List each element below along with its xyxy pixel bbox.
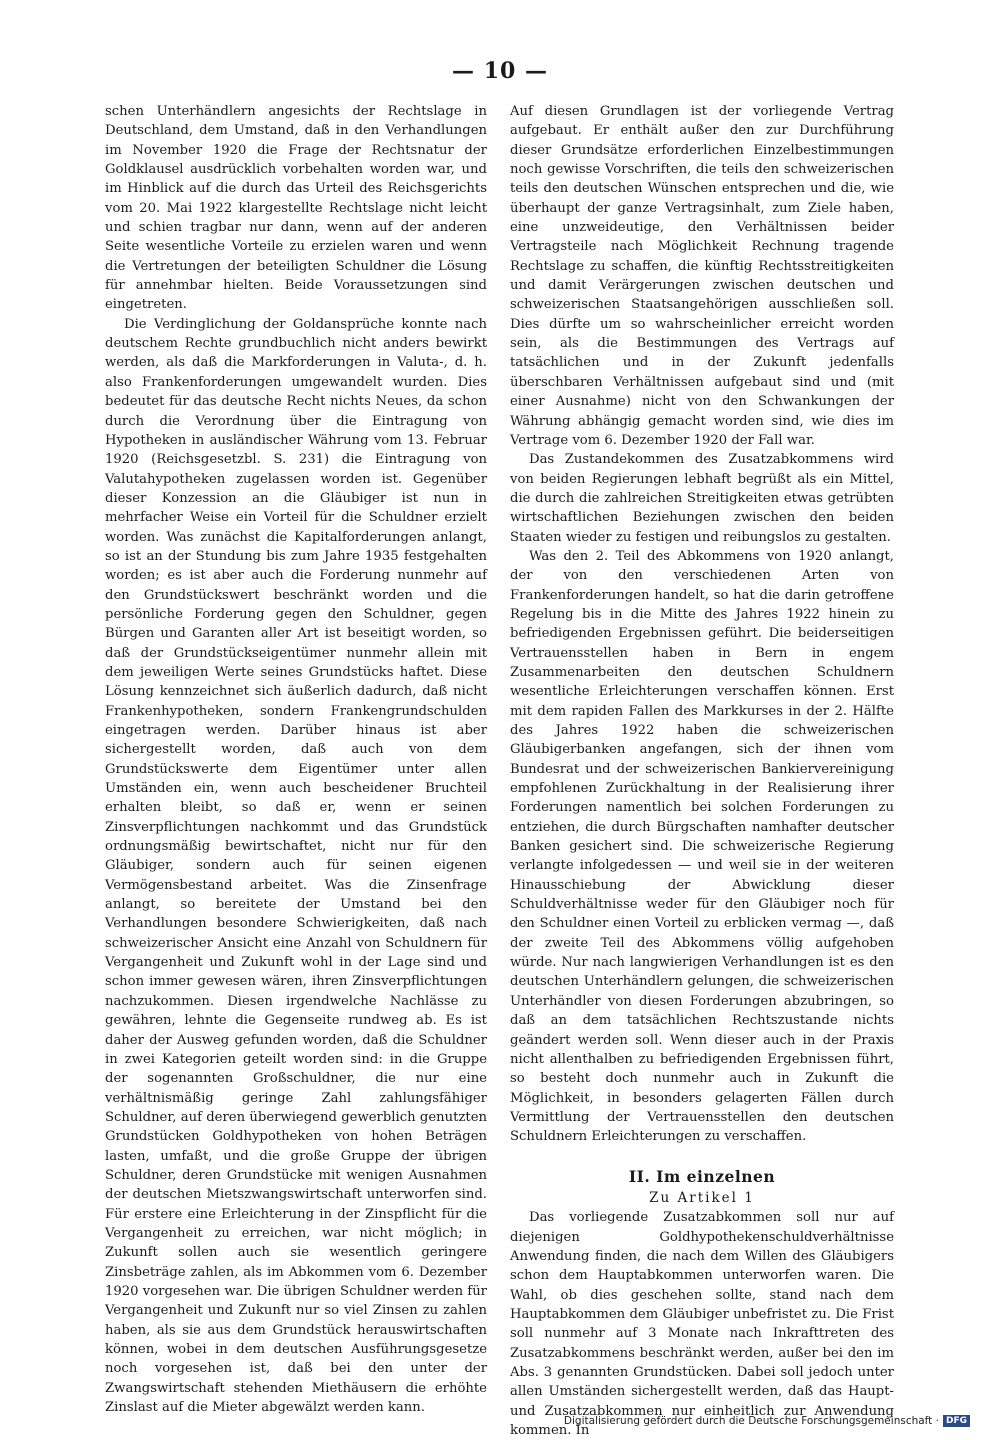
paragraph: Das Zustandekommen des Zusatzabkommens wird von beiden Regierungen lebhaft begrüßt als ein Mittel, die durch die zahlreichen Streitigkeiten etwas getrübten wirtschaftlichen Beziehungen zwischen den beiden Staaten wieder zu festigen und reibungslos zu gestalten. <box>510 452 894 545</box>
page-number: — 10 — <box>452 58 548 84</box>
article-subheading: Zu Artikel 1 <box>649 1189 755 1206</box>
section-heading: II. Im einzelnen <box>628 1166 776 1186</box>
footer <box>564 1415 970 1427</box>
paragraph: schen Unterhändlern angesichts der Rechtslage in Deutschland, dem Umstand, daß in den Verhandlungen im November 1920 die Frage der Rechtsnatur der Goldklausel ausdrücklich vorbehalten worden war, und im Hinblick auf die durch das Urteil des Reichsgerichts vom 20. Mai 1922 klargestellte Rechtslage nicht leicht und schien tragbar nur dann, wenn auf der anderen Seite wesentliche Vorteile zu erzielen waren und wenn die Vertretungen der beteiligten Schuldner die Lösung für annehmbar hielten. Beide Voraussetzungen sind eingetreten. <box>105 104 487 313</box>
footer-text: Digitalisierung gefördert durch die Deutsche Forschungsgemeinschaft · <box>563 1415 939 1427</box>
dfg-logo: DFG <box>943 1415 970 1427</box>
paragraph: Das vorliegende Zusatzabkommen soll nur auf diejenigen Goldhypothekenschuldverhältnisse Anwendung finden, die nach dem Willen des Gläubigers schon dem Hauptabkommen unterworfen waren. Die Wahl, ob dies geschehen sollte, stand nach dem Hauptabkommen dem Gläubiger unbefristet zu. Die Frist soll nunmehr auf 3 Monate nach Inkrafttreten des Zusatzabkommens beschränkt werden, außer bei den im Abs. 3 genannten Grundstücken. Dabei soll jedoch unter allen Umständen sichergestellt werden, daß das Haupt- und Zusatzabkommen nur einheitlich zur Anwendung kommen. In <box>510 1210 894 1439</box>
paragraph: Was den 2. Teil des Abkommens von 1920 anlangt, der von den verschiedenen Arten von Frankenforderungen handelt, so hat die darin getroffene Regelung bis in die Mitte des Jahres 1922 hinein zu befriedigenden Ergebnissen geführt. Die beiderseitigen Vertrauensstellen haben in Bern in engem Zusammenarbeiten den deutschen Schuldnern wesentliche Erleichterungen verschaffen können. Erst mit dem rapiden Fallen des Markkurses in der 2. Hälfte des Jahres 1922 haben die schweizerischen Gläubigerbanken angefangen, sich der ihnen vom Bundesrat und der schweizerischen Bankiervereinigung empfohlenen Zurückhaltung in der Realisierung ihrer Forderungen namentlich bei solchen Forderungen zu entziehen, die durch Bürgschaften namhafter deutscher Banken gesichert sind. Die schweizerische Regierung verlangte infolgedessen — und weil sie in der weiteren Hinausschiebung der Abwicklung dieser Schuldverhältnisse weder für den Gläubiger noch für den Schuldner einen Vorteil zu erblicken vermag —, daß der zweite Teil des Abkommens völlig aufgehoben würde. Nur nach langwierigen Verhandlungen ist es den deutschen Unterhändlern gelungen, die schweizerischen Unterhändler von diesen Forderungen abzubringen, so daß an dem tatsächlichen Rechtszustande nichts geändert werden soll. Wenn dieser auch in der Praxis nicht allenthalben zu befriedigenden Ergebnissen führt, so besteht doch nunmehr auch in Zukunft die Möglichkeit, in besonders gelagerten Fällen durch Vermittlung der Vertrauensstellen den deutschen Schuldnern Erleichterungen zu verschaffen. <box>510 548 894 1145</box>
paragraph: Auf diesen Grundlagen ist der vorliegende Vertrag aufgebaut. Er enthält außer den zur Durchführung dieser Grundsätze erforderlichen Einzelbestimmungen noch gewisse Vorschriften, die teils den schweizerischen teils den deutschen Wünschen entsprechen und die, wie überhaupt der ganze Vertragsinhalt, zum Ziele haben, eine unzweideutige, den Verhältnissen beider Vertragsteile nach Möglichkeit Rechnung tragende Rechtslage zu schaffen, die künftig Rechtsstreitigkeiten und damit Verärgerungen zwischen deutschen und schweizerischen Staatsangehörigen ausschließen soll. Dies dürfte um so wahrscheinlicher erreicht worden sein, als die Bestimmungen des Vertrags auf tatsächlichen und in der Zukunft jedenfalls überschbaren Verhältnissen aufgebaut sind und (mit einer Ausnahme) nicht von den Schwankungen der Währung abhängig gemacht worden sind, wie dies im Vertrage vom 6. Dezember 1920 der Fall war. <box>510 104 894 448</box>
paragraph: Die Verdinglichung der Goldansprüche konnte nach deutschem Rechte grundbuchlich nicht anders bewirkt werden, als daß die Markforderungen in Valuta-, d. h. also Frankenforderungen umgewandelt wurden. Dies bedeutet für das deutsche Recht nichts Neues, da schon durch die Verordnung über die Eintragung von Hypotheken in ausländischer Währung vom 13. Februar 1920 (Reichsgesetzbl. S. 231) die Eintragung von Valutahypotheken zugelassen worden ist. Gegenüber dieser Konzession an die Gläubiger ist nun in mehrfacher Weise ein Vorteil für die Schuldner erzielt worden. Was zunächst die Kapitalforderungen anlangt, so ist an der Stundung bis zum Jahre 1935 festgehalten worden; es ist aber auch die Forderung nunmehr auf den Grundstückswert beschränkt worden und die persönliche Forderung gegen den Schuldner, gegen Bürgen und Garanten aller Art ist beseitigt worden, so daß der Grundstückseigentümer nunmehr allein mit dem jeweiligen Werte seines Grundstücks haftet. Diese Lösung kennzeichnet sich äußerlich dadurch, daß nicht Frankenhypotheken, sondern Frankengrundschulden eingetragen werden. Darüber hinaus ist aber sichergestellt worden, daß auch von dem Grundstückswerte dem Eigentümer unter allen Umständen ein, wenn auch bescheidener Bruchteil erhalten bleibt, so daß er, wenn er seinen Zinsverpflichtungen nachkommt und das Grundstück ordnungsmäßig bewirtschaftet, nicht nur für den Gläubiger, sondern auch für seinen eigenen Vermögensbestand arbeitet. Was die Zinsenfrage anlangt, so bereitete der Umstand bei den Verhandlungen besondere Schwierigkeiten, daß nach schweizerischer Ansicht eine Anzahl von Schuldnern für Vergangenheit und Zukunft wohl in der Lage sind und schon immer gewesen wären, ihren Zinsverpflichtungen nachzukommen. Diesen irgendwelche Nachlässe zu gewähren, lehnte die Gegenseite rundweg ab. Es ist daher der Ausweg gefunden worden, daß die Schuldner in zwei Kategorien geteilt worden sind: in die Gruppe der sogenannten Großschuldner, die nur eine verhältnismäßig geringe Zahl zahlungsfähiger Schuldner, auf deren überwiegend gewerblich genutzten Grundstücken Goldhypotheken von hohen Beträgen lasten, umfaßt, und die große Gruppe der übrigen Schuldner, deren Grundstücke mit wenigen Ausnahmen der deutschen Mietszwangswirtschaft unterworfen sind. Für erstere eine Erleichterung in der Zinspflicht für die Vergangenheit zu erreichen, war nicht möglich; in Zukunft sollen auch sie wesentlich geringere Zinsbeträge zahlen, als im Abkommen vom 6. Dezember 1920 vorgesehen war. Die übrigen Schuldner werden für Vergangenheit und Zukunft nur so viel Zinsen zu zahlen haben, als sie aus dem Grundstück herauswirtschaften können, wobei in dem deutschen Ausführungsgesetze noch vorgesehen ist, daß bei den unter der Zwangswirtschaft stehenden Miethäusern die erhöhte Zinslast auf die Mieter abgewälzt werden kann. <box>105 316 487 1416</box>
right-column <box>510 102 894 1440</box>
left-column <box>105 102 487 1417</box>
